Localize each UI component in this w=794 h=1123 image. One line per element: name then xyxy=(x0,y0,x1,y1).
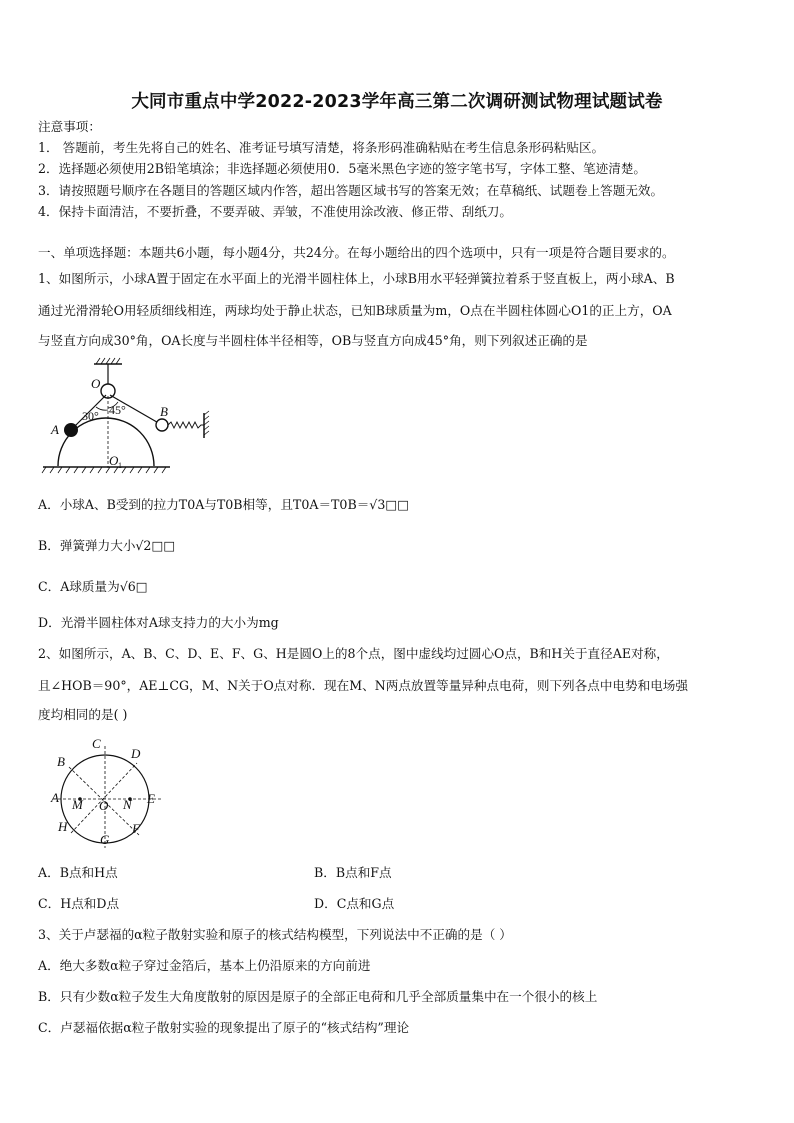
q3-option-a: A．绝大多数α粒子穿过金箔后，基本上仍沿原来的方向前进 xyxy=(38,958,371,973)
q1-option-a: A．小球A、B受到的拉力T0A与T0B相等，且T0A＝T0B＝√3□□ xyxy=(38,497,410,512)
q3-stem: 3、关于卢瑟福的α粒子散射实验和原子的核式结构模型，下列说法中不正确的是（ ） xyxy=(38,927,512,942)
q2-option-a: A．B点和H点 xyxy=(38,865,118,880)
section-heading: 一、单项选择题：本题共6小题，每小题4分，共24分。在每小题给出的四个选项中，只有一项是符合题目要求的。 xyxy=(38,245,675,260)
q2-option-c: C．H点和D点 xyxy=(38,896,120,911)
q2-stem-line3: 度均相同的是( ) xyxy=(38,707,128,722)
q1-label-A: A xyxy=(51,422,59,437)
q1-angle-30: 30° xyxy=(82,409,99,423)
q1-label-O1-sub: 1 xyxy=(118,461,122,470)
q2-label-C: C xyxy=(92,736,101,751)
q2-label-G: G xyxy=(100,832,110,847)
q1-stem-line3: 与竖直方向成30°角，OA长度与半圆柱体半径相等，OB与竖直方向成45°角，则下列叙述正确的是 xyxy=(38,333,588,348)
q1-option-c: C．A球质量为√6□ xyxy=(38,579,148,594)
q2-label-F: F xyxy=(132,821,140,836)
q2-stem-line2: 且∠HOB＝90°，AE⊥CG，M、N关于O点对称．现在M、N两点放置等量异种点电荷，则下列各点中电势和电场强 xyxy=(38,678,688,693)
q2-label-O: O xyxy=(99,798,109,813)
q2-label-H: H xyxy=(58,819,68,834)
notice-item-1: 1． 答题前，考生先将自己的姓名、准考证号填写清楚，将条形码准确粘贴在考生信息条形码粘贴区。 xyxy=(38,140,605,155)
q2-label-E: E xyxy=(147,791,155,806)
q2-label-B: B xyxy=(57,754,65,769)
q3-option-c: C．卢瑟福依据α粒子散射实验的现象提出了原子的“核式结构”理论 xyxy=(38,1020,410,1035)
page-title: 大同市重点中学2022-2023学年高三第二次调研测试物理试题试卷 xyxy=(131,92,663,112)
q1-stem-line2: 通过光滑滑轮O用轻质细线相连，两球均处于静止状态，已知B球质量为m，O点在半圆柱体圆心O1的正上方，OA xyxy=(38,303,672,318)
q2-stem-line1: 2、如图所示，A、B、C、D、E、F、G、H是圆O上的8个点，图中虚线均过圆心O点，B和H关于直径AE对称， xyxy=(38,646,669,661)
q1-stem-line1: 1、如图所示，小球A置于固定在水平面上的光滑半圆柱体上，小球B用水平轻弹簧拉着系于竖直板上，两小球A、B xyxy=(38,271,675,286)
q2-option-b: B．B点和F点 xyxy=(314,865,392,880)
q1-option-d: D．光滑半圆柱体对A球支持力的大小为mg xyxy=(38,615,279,630)
q2-label-M: M xyxy=(72,797,83,812)
q2-label-N: N xyxy=(123,797,132,812)
q1-figure xyxy=(38,358,218,480)
q1-option-b: B．弹簧弹力大小√2□□ xyxy=(38,538,176,553)
q2-option-d: D．C点和G点 xyxy=(314,896,395,911)
q2-figure xyxy=(45,738,170,848)
notice-heading: 注意事项： xyxy=(38,119,101,134)
q1-label-O: O xyxy=(91,376,101,391)
q2-label-D: D xyxy=(131,746,141,761)
q1-label-O1: O xyxy=(109,453,119,468)
notice-item-4: 4．保持卡面清洁，不要折叠，不要弄破、弄皱，不准使用涂改液、修正带、刮纸刀。 xyxy=(38,204,512,219)
notice-item-3: 3．请按照题号顺序在各题目的答题区域内作答，超出答题区域书写的答案无效；在草稿纸、试题卷上答题无效。 xyxy=(38,183,664,198)
q1-angle-45: 45° xyxy=(109,403,126,417)
notice-item-2: 2．选择题必须使用2B铅笔填涂；非选择题必须使用0．5毫米黑色字迹的签字笔书写，字体工整、笔迹清楚。 xyxy=(38,161,647,176)
q1-label-B: B xyxy=(160,404,168,419)
q2-label-A: A xyxy=(51,790,59,805)
q3-option-b: B．只有少数α粒子发生大角度散射的原因是原子的全部正电荷和几乎全部质量集中在一个很小的核上 xyxy=(38,989,598,1004)
